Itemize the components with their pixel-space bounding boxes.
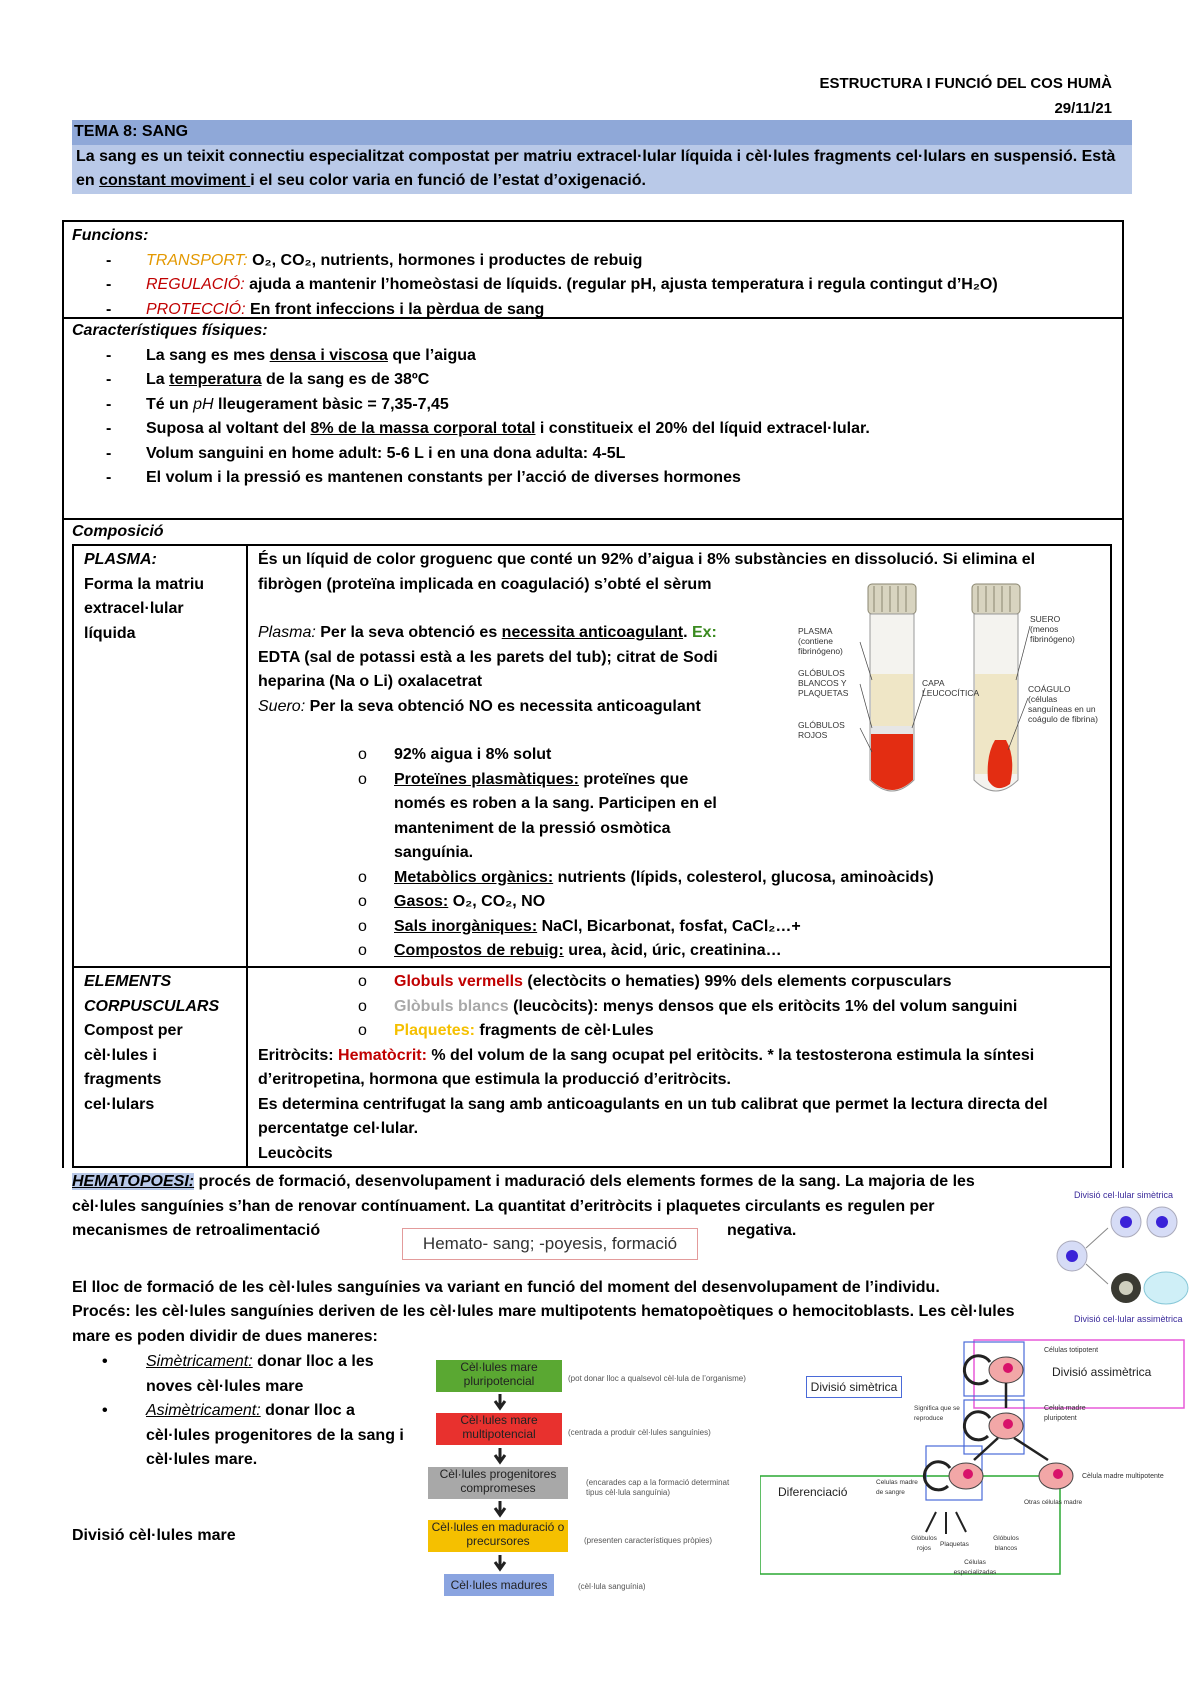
text: (leucòcits): menys densos que els eritòcits 1% del volum sanguini <box>508 997 1018 1015</box>
plasma-p3: EDTA (sal de potassi està a les parets del tub); citrat de Sodi heparina (Na o Li) oxalacetrat <box>258 648 718 690</box>
cycle-arrow-icon <box>964 1356 990 1384</box>
list-item <box>106 417 1114 442</box>
flow-step-2: Cèl·lules mare multipotencial <box>436 1413 562 1445</box>
tube-label-plasma: PLASMA (contiene fibrinógeno) <box>798 626 843 656</box>
ex-label: Ex: <box>691 624 717 641</box>
text: Té un <box>146 395 194 413</box>
tube-label-capa: CAPA LEUCOCÍTICA <box>922 678 980 698</box>
text: . <box>683 624 692 641</box>
underline: temperatura <box>169 371 262 388</box>
plasma-p1: És un líquid de color groguenc que conté un 92% d’aigua i 8% substàncies en dissolució. Si elimina el fibrògen (proteïna implicada en coagulació) s’obté el sèrum <box>258 551 1036 593</box>
text: donar lloc a cèl·lules progenitores de la sang i cèl·lules mare. <box>146 1402 404 1468</box>
underline: Gasos: <box>394 893 449 910</box>
text: que l’aigua <box>387 346 476 364</box>
cycle-signif: Significa que se reproduce <box>914 1405 960 1422</box>
underline: Proteïnes plasmàtiques: <box>394 770 579 788</box>
elements-content-cell <box>246 966 1112 1168</box>
bullet-simetric <box>72 1350 412 1399</box>
funcions-list <box>72 249 1114 323</box>
text: NaCl, Bicarbonat, fosfat, CaCl₂…+ <box>537 917 801 935</box>
nucleus-icon <box>1003 1419 1013 1429</box>
underline: Metabòlics orgànics: <box>394 868 554 886</box>
intro-text: La sang es un teixit connectiu especialitzat compostat per matriu extracel·lular líquida i cèl·lules fragments cel·lulars en suspensió. Està en <box>76 147 1116 189</box>
nucleus-icon <box>1066 1250 1078 1262</box>
list-item <box>248 890 1100 915</box>
fisiques-box <box>62 317 1124 520</box>
text: urea, àcid, úric, creatinina… <box>563 942 782 959</box>
text: Per la seva obtenció NO es necessita anticoagulant <box>305 697 701 715</box>
funcions-label: Funcions: <box>72 227 149 244</box>
nucleus-icon <box>1156 1216 1168 1228</box>
text: Per la seva obtenció es <box>315 624 502 641</box>
cycle-otras: Otras células madre <box>1024 1499 1083 1506</box>
down-arrow-icon <box>495 1555 505 1569</box>
underline: densa i viscosa <box>269 346 388 364</box>
hematocrit-text: Es determina centrifugat la sang amb anticoagulants en un tub calibrat que permet la lectura directa del percentatge cel·lular. <box>258 1095 1048 1137</box>
tube-plasma <box>868 584 916 791</box>
plasma-name-cell <box>72 544 248 968</box>
tema-block <box>72 120 1132 194</box>
divisio-cellules-mare: Divisió cèl·lules mare <box>72 1527 236 1544</box>
italic: Plasma: <box>258 624 316 641</box>
list-item <box>106 273 1114 298</box>
cycle-madre: Celulas madre de sangre <box>876 1479 918 1496</box>
tube-label-gr: GLÓBULOS ROJOS <box>798 720 845 740</box>
proteccio-key: PROTECCIÓ: <box>146 300 246 318</box>
elements-name-cell <box>72 966 248 1168</box>
text: fragments de cèl·Lules <box>474 1022 654 1039</box>
list-item <box>248 939 1100 964</box>
text: donar lloc a les noves cèl·lules mare <box>146 1353 374 1395</box>
plasma-p2 <box>258 621 738 646</box>
text: % del volum de la sang ocupat pel eritòcits. * la testosterona estimula la síntesi d’eritropetina, hormona que estimula la producció d’eritròcits. <box>258 1046 1035 1088</box>
flow-note-2: (centrada a produir cèl·lules sanguínies) <box>568 1428 711 1437</box>
cell-icon <box>1144 1272 1188 1304</box>
tema-intro <box>72 145 1132 194</box>
underline: Compostos de rebuig: <box>394 942 564 959</box>
fisiques-list <box>72 344 1114 491</box>
plasma-p4 <box>258 695 738 720</box>
text: proteïnes que només es roben a la sang. Participen en el manteniment de la pressió osmòtica sanguínia. <box>394 770 717 861</box>
tube-label-gb: GLÓBULOS BLANCOS Y PLAQUETAS <box>798 668 849 698</box>
cycle-espec: Células especializadas <box>953 1559 997 1576</box>
list-item: o 92% aigua i 8% solut <box>248 743 1100 768</box>
bullet-asimetric <box>72 1399 412 1473</box>
italic: Asimètricament: <box>146 1402 261 1419</box>
nucleus-icon <box>1053 1469 1063 1479</box>
key-red: Hematòcrit: <box>338 1046 427 1064</box>
arrow-icon <box>1014 1438 1048 1460</box>
nucleus-icon <box>1119 1281 1133 1295</box>
hemato-definition-box: Hemato- sang; -poyesis, formació <box>402 1228 698 1260</box>
text: O₂, CO₂, NO <box>448 893 546 910</box>
regulacio-key: REGULACIÓ: <box>146 276 245 293</box>
hemato-negativa: negativa. <box>727 1222 797 1239</box>
tube-label-suero: SUERO (menos fibrinógeno) <box>1030 614 1075 644</box>
bullet-icon: • <box>102 1353 108 1370</box>
list-item <box>106 393 1114 418</box>
hemato-p2: El lloc de formació de les cèl·lules sanguínies va variant en funció del moment del desenvolupament de l’individu. <box>72 1279 940 1296</box>
text: (electòcits o hematies) 99% dels elements corpusculars <box>522 973 952 990</box>
nucleus-icon <box>1003 1363 1013 1373</box>
italic: Simètricament: <box>146 1353 253 1370</box>
elements-name: ELEMENTS CORPUSCULARS <box>84 973 220 1015</box>
hemato-text: procés de formació, desenvolupament i maduració dels elements formes de la sang. La majoria de les cèl·lules sanguínies s’han de renovar contínuament. La quantitat d’eritròcits i plaquetes circulants es regulen per mecanismes de retroalimentació <box>72 1173 975 1239</box>
intro-text-end: i el seu color varia en funció de l’estat d’oxigenació. <box>250 172 646 189</box>
cell-division-illustration <box>1046 1200 1196 1310</box>
arrow-icon <box>926 1512 966 1534</box>
nucleus-icon <box>963 1469 973 1479</box>
text: Eritròcits: <box>258 1046 339 1064</box>
key-grey: Glòbuls blancs <box>394 997 509 1015</box>
list-item <box>248 915 1100 940</box>
underline: necessita anticoagulant <box>501 624 684 641</box>
key-yellow: Plaquetes: <box>394 1022 475 1039</box>
underline: 8% de la massa corporal total <box>310 420 536 437</box>
funcions-box <box>62 220 1124 319</box>
text: i constitueix el 20% del líquid extracel·lular. <box>535 420 870 437</box>
plasma-name: PLASMA: <box>84 551 157 568</box>
underline: Sals inorgàniques: <box>394 917 538 935</box>
flow-note-4: (presenten característiques pròpies) <box>584 1536 713 1545</box>
nucleus-icon <box>1120 1216 1132 1228</box>
sym-label: Divisió cel·lular simètrica <box>1074 1190 1174 1200</box>
flow-note-3: (encarades cap a la formació determinat tipus cèl·lula sanguínia) <box>586 1478 730 1497</box>
bullet-icon: • <box>102 1402 108 1419</box>
list-item <box>248 1019 1100 1044</box>
eritrocits-text <box>258 1044 1100 1093</box>
flow-step-3: Cèl·lules progenitores compromeses <box>428 1467 568 1499</box>
elements-list <box>248 970 1100 1044</box>
text: de la sang es de 38ºC <box>261 371 430 388</box>
cycle-blancos: Glóbulos blancos <box>993 1535 1019 1552</box>
list-item: - El volum i la pressió es mantenen constants per l’acció de diverses hormones <box>106 466 1114 491</box>
tube-serum <box>972 584 1020 791</box>
down-arrow-icon <box>495 1501 505 1515</box>
list-item <box>248 995 1100 1020</box>
cycle-totip: Células totipotent <box>1044 1347 1099 1354</box>
down-arrow-icon <box>495 1394 505 1408</box>
flow-step-5: Cèl·lules madures <box>444 1574 554 1596</box>
text: nutrients (lípids, colesterol, glucosa, aminoàcids) <box>553 868 934 886</box>
proteccio-text: En front infeccions i la pèrdua de sang <box>245 300 545 318</box>
list-item <box>106 344 1114 369</box>
hemato-p3: Procés: les cèl·lules sanguínies deriven de les cèl·lules mare multipotents hematopoètiques o hemocitoblasts. Les cèl·lules mare es poden dividir de dues maneres: <box>72 1303 1015 1345</box>
label-text: Composició <box>72 523 164 540</box>
composicio-label <box>72 520 164 545</box>
list-item <box>248 768 734 866</box>
key-red: Globuls vermells <box>394 973 523 990</box>
cycle-sim-label: Divisió simètrica <box>806 1376 902 1398</box>
elements-desc: Compost per cèl·lules i fragments cel·lulars <box>84 1022 183 1113</box>
list-item <box>106 368 1114 393</box>
leucocits-text: Leucòcits <box>258 1144 333 1162</box>
text: La sang es mes <box>146 346 270 364</box>
date: 29/11/21 <box>1054 100 1112 117</box>
text: Suposa al voltant del <box>146 420 311 437</box>
down-arrow-icon <box>495 1448 505 1462</box>
regulacio-text: ajuda a mantenir l’homeòstasi de líquids. (regular pH, ajusta temperatura i regula contingut d’H₂O) <box>244 276 998 293</box>
cycle-plaq: Plaquetas <box>940 1541 969 1548</box>
division-bullets <box>72 1350 412 1473</box>
transport-text: O₂, CO₂, nutrients, hormones i productes de rebuig <box>247 251 643 269</box>
cycle-asim-label: Divisió assimètrica <box>1052 1365 1152 1379</box>
cycle-rojos: Glóbulos rojos <box>911 1535 937 1552</box>
tube-label-coagulo: COÁGULO (células sanguíneas en un coágulo de fibrina) <box>1028 684 1098 724</box>
italic: pH <box>193 395 214 413</box>
plasma-desc: Forma la matriu extracel·lular líquida <box>84 575 205 642</box>
cycle-dif-label: Diferenciació <box>778 1485 848 1499</box>
flow-step-4: Cèl·lules en maduració o precursores <box>428 1520 568 1552</box>
flow-note-1: (pot donar lloc a qualsevol cèl·lula de l’organisme) <box>568 1374 746 1383</box>
transport-key: TRANSPORT: <box>146 251 248 269</box>
list-item <box>248 970 1100 995</box>
intro-underline: constant moviment <box>99 172 251 189</box>
text: lleugerament bàsic = 7,35-7,45 <box>213 395 449 413</box>
flow-step-1: Cèl·lules mare pluripotencial <box>436 1360 562 1392</box>
flow-note-5: (cèl·lula sanguínia) <box>578 1582 646 1591</box>
tema-title: TEMA 8: SANG <box>72 120 1132 145</box>
cycle-multip: Cèlula madre multipotente <box>1082 1473 1164 1480</box>
italic: Suero: <box>258 697 306 715</box>
list-item <box>106 249 1114 274</box>
course-title: ESTRUCTURA I FUNCIÓ DEL COS HUMÀ <box>819 75 1112 92</box>
list-item <box>248 866 1100 891</box>
text: La <box>146 371 170 388</box>
cycle-plurip: Celula madre pluripotent <box>1044 1405 1086 1422</box>
asym-label: Divisió cel·lular assimètrica <box>1074 1314 1183 1324</box>
flow-arrows <box>490 1392 510 1576</box>
fisiques-label: Característiques físiques: <box>72 322 268 339</box>
hemato-label: HEMATOPOESI: <box>72 1173 195 1190</box>
list-item: - Volum sanguini en home adult: 5-6 L i en una dona adulta: 4-5L <box>106 442 1114 467</box>
